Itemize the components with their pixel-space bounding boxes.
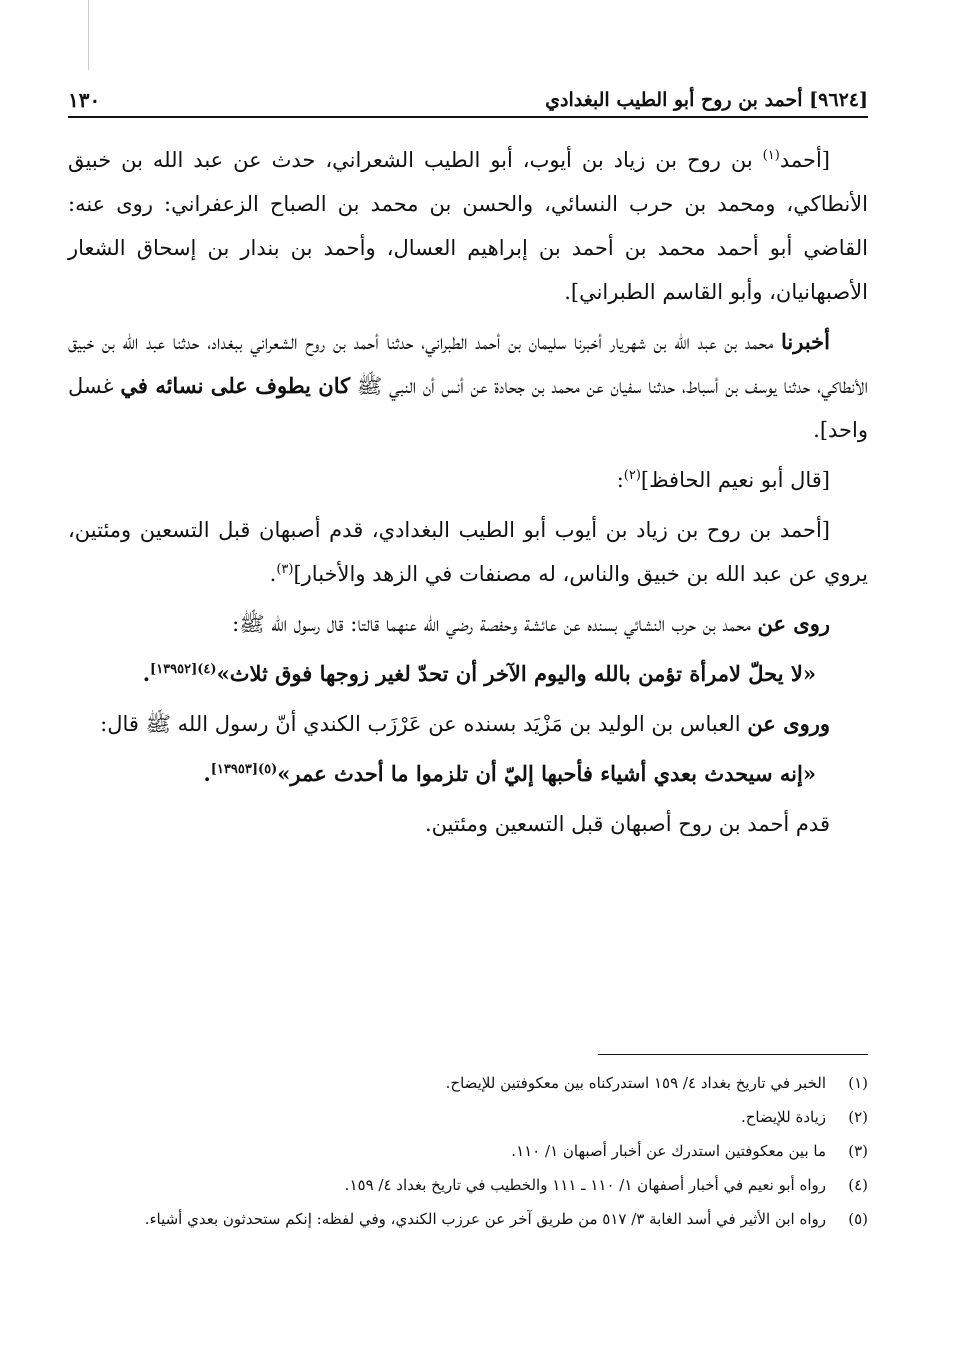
footnote-item [68,1066,868,1100]
footnote-number: (١) [848,1074,868,1092]
footnote-item [68,1168,868,1202]
book-page [68,74,869,1228]
abu-nuaym-heading: [قال أبو نعيم الحافظ] [640,468,830,492]
footnote-ref-5: (٥)[١٣٩٥٣] [210,762,278,777]
footnote-ref-2: (٢) [623,468,641,483]
paragraph-qala-abu-nuaym [68,458,868,502]
isnad-text: محمد بن عبد الله بن شهريار أخبرنا سليمان بن أحمد الطبراني، حدثنا أحمد بن روح الشعراني ببغداد، حدثنا عبد الله بن خبيق الأنطاكي، حدثنا يوسف بن أسباط، حدثنا سفيان عن محمد بن جحادة عن أنس أن النبي ﷺ [68,330,869,398]
riwaya-2-text: العباس بن الوليد بن مَزْيَد بسنده عن عَرْزَب الكندي أنّ رسول الله ﷺ قال: [100,712,748,736]
footnote-number: (٣) [848,1142,868,1160]
footnote-text: زيادة للإيضاح. [740,1108,826,1126]
footnote-number: (٤) [848,1176,868,1194]
bio-text: بن روح بن زياد بن أيوب، أبو الطيب الشعراني، حدث عن عبد الله بن خبيق الأنطاكي، ومحمد بن حرب النسائي، والحسن بن محمد بن الصباح الزعفراني: روى عنه: القاضي أبو أحمد محمد بن أحمد بن إبراهيم العسال، وأحمد بن بندار بن إسحاق الشعار الأصبهانيان، وأبو القاسم الطبراني]. [68,148,868,304]
paragraph-abu-nuaym-text [68,508,868,596]
footnote-item [68,1100,868,1134]
hadith-2-text: «إنه سيحدث بعدي أشياء فأحبها إليّ أن تلزموا ما أحدث عمر» [277,761,816,786]
bio-open: [أحمد [779,148,830,172]
hadith-1 [68,652,868,696]
colon: : [616,468,624,492]
page-header [68,74,868,118]
footnote-item [68,1202,868,1236]
footnote-divider [598,1054,868,1055]
paragraph-biography [68,138,868,314]
riwaya-1-text: محمد بن حرب النشائي بسنده عن عائشة وحفصة رضي الله عنهما قالتا: قال رسول الله ﷺ: [232,612,758,636]
footnote-text: ما بين معكوفتين استدرك عن أخبار أصبهان ١/ ١١٠. [511,1142,826,1160]
footnotes [68,1066,868,1236]
paragraph-closing [68,802,868,846]
footnote-item [68,1134,868,1168]
akhbarana-lead: أخبرنا [781,329,830,354]
period: . [269,562,277,586]
footnote-ref-1: (١) [762,148,780,163]
main-text [68,138,868,846]
closing-text: قدم أحمد بن روح أصبهان قبل التسعين ومئتين. [424,812,830,836]
wa-rawa-an-lead: وروى عن [747,711,830,736]
hadith-1-text: «لا يحلّ لامرأة تؤمن بالله واليوم الآخر أن تحدّ لغير زوجها فوق ثلاث» [216,661,816,686]
footnote-text: رواه أبو نعيم في أخبار أصفهان ١/ ١١٠ ـ ١١١ والخطيب في تاريخ بغداد ٤/ ١٥٩. [344,1176,826,1194]
footnote-number: (٥) [848,1210,868,1228]
abu-nuaym-text: [أحمد بن روح بن زياد بن أيوب أبو الطيب البغدادي، قدم أصبهان قبل التسعين ومئتين، يروي عن عبد الله بن خبيق والناس، له مصنفات في الزهد والأخبار] [68,518,868,586]
paragraph-isnad-1 [68,320,868,452]
footnote-text: الخبر في تاريخ بغداد ٤/ ١٥٩ استدركناه بين معكوفتين للإيضاح. [445,1074,826,1092]
matn-end: غسل واحد]. [68,374,868,442]
paragraph-riwaya-1 [68,602,868,646]
scan-artifact-line [88,0,89,70]
rawa-an-lead: روى عن [757,611,830,636]
page-number: ١٣٠ [68,88,101,112]
hadith-2-end: . [203,761,211,786]
footnote-text: رواه ابن الأثير في أسد الغابة ٣/ ٥١٧ من طريق آخر عن عرزب الكندي، وفي لفظه: إنكم ستحدثون بعدي أشياء. [144,1210,826,1228]
hadith-2 [68,752,868,796]
hadith-1-end: . [142,661,151,686]
footnote-number: (٢) [848,1108,868,1126]
paragraph-riwaya-2 [68,702,868,746]
running-title: [٩٦٢٤] أحمد بن روح أبو الطيب البغدادي [545,89,868,111]
matn-bold: كان يطوف على نسائه في [120,373,351,398]
footnote-ref-3: (٣) [276,562,294,577]
footnote-ref-4: (٤)[١٣٩٥٢] [150,662,217,677]
